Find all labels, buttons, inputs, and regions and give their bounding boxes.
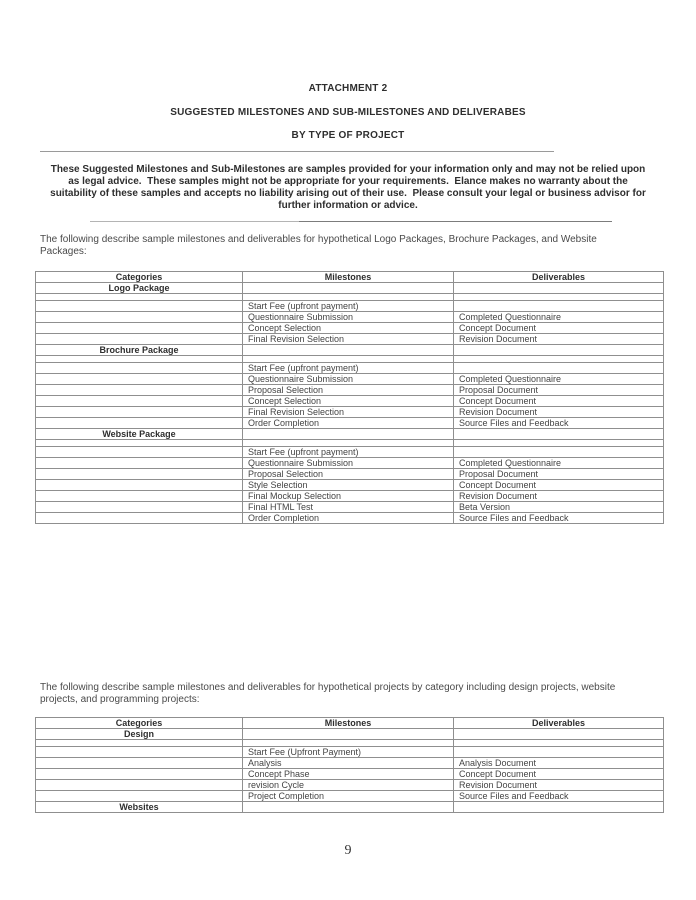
- category-cell: [36, 747, 243, 758]
- document-subtitle: BY TYPE OF PROJECT: [291, 130, 405, 141]
- category-cell: [36, 374, 243, 385]
- category-cell: [36, 356, 243, 363]
- spacer-row: [36, 440, 664, 447]
- category-cell: [36, 758, 243, 769]
- deliverable-cell: Revision Document: [454, 780, 664, 791]
- milestone-cell: [243, 283, 454, 294]
- item-row: [36, 491, 664, 502]
- category-cell: [36, 469, 243, 480]
- item-row: [36, 312, 664, 323]
- milestone-cell: Start Fee (upfront payment): [243, 363, 454, 374]
- category-cell: [36, 301, 243, 312]
- category-cell: [36, 385, 243, 396]
- item-row: [36, 334, 664, 345]
- table-header-row: [36, 718, 664, 729]
- intro-paragraph-categories: [40, 682, 680, 705]
- item-row: [36, 469, 664, 480]
- column-header: Deliverables: [454, 718, 664, 729]
- disclaimer-line: as legal advice. These samples might not be appropriate for your requirements. Elance makes no warranty about the: [68, 175, 628, 187]
- milestone-cell: [243, 802, 454, 813]
- milestone-cell: Start Fee (upfront payment): [243, 447, 454, 458]
- category-row: [36, 729, 664, 740]
- intro-line: Packages:: [40, 245, 87, 257]
- deliverable-cell: [454, 440, 664, 447]
- deliverable-cell: Proposal Document: [454, 385, 664, 396]
- milestone-cell: Questionnaire Submission: [243, 374, 454, 385]
- milestone-cell: [243, 429, 454, 440]
- item-row: [36, 769, 664, 780]
- category-cell: Website Package: [36, 429, 243, 440]
- deliverable-cell: Completed Questionnaire: [454, 312, 664, 323]
- milestone-cell: [243, 440, 454, 447]
- attachment-title: ATTACHMENT 2: [308, 83, 388, 94]
- milestone-cell: Order Completion: [243, 418, 454, 429]
- category-cell: [36, 440, 243, 447]
- milestones-table-categories: [35, 717, 664, 813]
- milestone-cell: Style Selection: [243, 480, 454, 491]
- category-cell: [36, 780, 243, 791]
- milestone-cell: Concept Selection: [243, 396, 454, 407]
- milestone-cell: Concept Phase: [243, 769, 454, 780]
- column-header: Milestones: [243, 272, 454, 283]
- deliverable-cell: [454, 447, 664, 458]
- deliverable-cell: Source Files and Feedback: [454, 513, 664, 524]
- deliverable-cell: Proposal Document: [454, 469, 664, 480]
- item-row: [36, 780, 664, 791]
- item-row: [36, 480, 664, 491]
- deliverable-cell: Completed Questionnaire: [454, 458, 664, 469]
- spacer-row: [36, 740, 664, 747]
- intro-line: projects, and programming projects:: [40, 693, 200, 705]
- deliverable-cell: Analysis Document: [454, 758, 664, 769]
- item-row: [36, 396, 664, 407]
- item-row: [36, 502, 664, 513]
- category-cell: [36, 418, 243, 429]
- milestone-cell: Project Completion: [243, 791, 454, 802]
- milestone-cell: Final Mockup Selection: [243, 491, 454, 502]
- category-cell: [36, 502, 243, 513]
- item-row: [36, 323, 664, 334]
- page-number: 9: [344, 843, 352, 858]
- document-title: SUGGESTED MILESTONES AND SUB-MILESTONES AND DELIVERABES: [170, 107, 526, 118]
- item-row: [36, 747, 664, 758]
- milestones-table-packages: [35, 271, 664, 524]
- deliverable-cell: [454, 301, 664, 312]
- table-header-row: [36, 272, 664, 283]
- deliverable-cell: Concept Document: [454, 396, 664, 407]
- intro-line: The following describe sample milestones and deliverables for hypothetical Logo Packages, Brochure Packages, and Website: [40, 234, 597, 245]
- milestone-cell: revision Cycle: [243, 780, 454, 791]
- category-cell: [36, 294, 243, 301]
- spacer-row: [36, 294, 664, 301]
- disclaimer-paragraph: [23, 164, 673, 212]
- category-cell: [36, 396, 243, 407]
- item-row: [36, 758, 664, 769]
- deliverable-cell: [454, 740, 664, 747]
- item-row: [36, 418, 664, 429]
- category-cell: [36, 458, 243, 469]
- item-row: [36, 363, 664, 374]
- milestone-cell: Proposal Selection: [243, 385, 454, 396]
- deliverable-cell: Revision Document: [454, 334, 664, 345]
- deliverable-cell: Revision Document: [454, 491, 664, 502]
- item-row: [36, 374, 664, 385]
- deliverable-cell: [454, 294, 664, 301]
- milestone-cell: [243, 729, 454, 740]
- category-cell: [36, 407, 243, 418]
- category-cell: Websites: [36, 802, 243, 813]
- horizontal-rule-top: [40, 151, 554, 152]
- category-row: [36, 283, 664, 294]
- intro-line: The following describe sample milestones and deliverables for hypothetical projects by category including design projects, website: [40, 682, 616, 693]
- deliverable-cell: Concept Document: [454, 323, 664, 334]
- deliverable-cell: [454, 283, 664, 294]
- milestone-cell: Order Completion: [243, 513, 454, 524]
- deliverable-cell: [454, 345, 664, 356]
- category-cell: [36, 491, 243, 502]
- milestone-cell: Questionnaire Submission: [243, 458, 454, 469]
- category-cell: Brochure Package: [36, 345, 243, 356]
- category-cell: [36, 513, 243, 524]
- category-cell: [36, 334, 243, 345]
- deliverable-cell: Beta Version: [454, 502, 664, 513]
- intro-paragraph-packages: [40, 234, 680, 257]
- horizontal-rule-disclaimer: [90, 221, 612, 222]
- category-cell: Logo Package: [36, 283, 243, 294]
- item-row: [36, 791, 664, 802]
- spacer-row: [36, 356, 664, 363]
- deliverable-cell: Source Files and Feedback: [454, 418, 664, 429]
- deliverable-cell: Revision Document: [454, 407, 664, 418]
- deliverable-cell: Concept Document: [454, 480, 664, 491]
- item-row: [36, 301, 664, 312]
- milestone-cell: Final Revision Selection: [243, 334, 454, 345]
- milestone-cell: Start Fee (Upfront Payment): [243, 747, 454, 758]
- milestone-cell: Questionnaire Submission: [243, 312, 454, 323]
- milestone-cell: [243, 345, 454, 356]
- item-row: [36, 447, 664, 458]
- disclaimer-line: further information or advice.: [278, 199, 418, 211]
- item-row: [36, 385, 664, 396]
- deliverable-cell: [454, 747, 664, 758]
- category-cell: [36, 740, 243, 747]
- category-cell: [36, 791, 243, 802]
- category-cell: [36, 312, 243, 323]
- column-header: Deliverables: [454, 272, 664, 283]
- item-row: [36, 458, 664, 469]
- milestone-cell: [243, 294, 454, 301]
- milestone-cell: Final Revision Selection: [243, 407, 454, 418]
- category-cell: Design: [36, 729, 243, 740]
- category-row: [36, 345, 664, 356]
- deliverable-cell: Completed Questionnaire: [454, 374, 664, 385]
- category-row: [36, 429, 664, 440]
- milestone-cell: Analysis: [243, 758, 454, 769]
- column-header: Milestones: [243, 718, 454, 729]
- column-header: Categories: [36, 718, 243, 729]
- milestone-cell: [243, 740, 454, 747]
- category-row: [36, 802, 664, 813]
- item-row: [36, 407, 664, 418]
- deliverable-cell: [454, 729, 664, 740]
- milestone-cell: Proposal Selection: [243, 469, 454, 480]
- category-cell: [36, 480, 243, 491]
- milestone-cell: Concept Selection: [243, 323, 454, 334]
- deliverable-cell: [454, 363, 664, 374]
- category-cell: [36, 323, 243, 334]
- deliverable-cell: [454, 802, 664, 813]
- column-header: Categories: [36, 272, 243, 283]
- milestone-cell: Final HTML Test: [243, 502, 454, 513]
- milestone-cell: [243, 356, 454, 363]
- disclaimer-line: suitability of these samples and accepts no liability arising out of their use. Please consult your legal or business advisor for: [50, 187, 646, 199]
- item-row: [36, 513, 664, 524]
- deliverable-cell: Concept Document: [454, 769, 664, 780]
- category-cell: [36, 363, 243, 374]
- deliverable-cell: [454, 429, 664, 440]
- deliverable-cell: [454, 356, 664, 363]
- milestone-cell: Start Fee (upfront payment): [243, 301, 454, 312]
- category-cell: [36, 447, 243, 458]
- category-cell: [36, 769, 243, 780]
- disclaimer-line: These Suggested Milestones and Sub-Milestones are samples provided for your information only and may not be relied upon: [50, 164, 646, 175]
- deliverable-cell: Source Files and Feedback: [454, 791, 664, 802]
